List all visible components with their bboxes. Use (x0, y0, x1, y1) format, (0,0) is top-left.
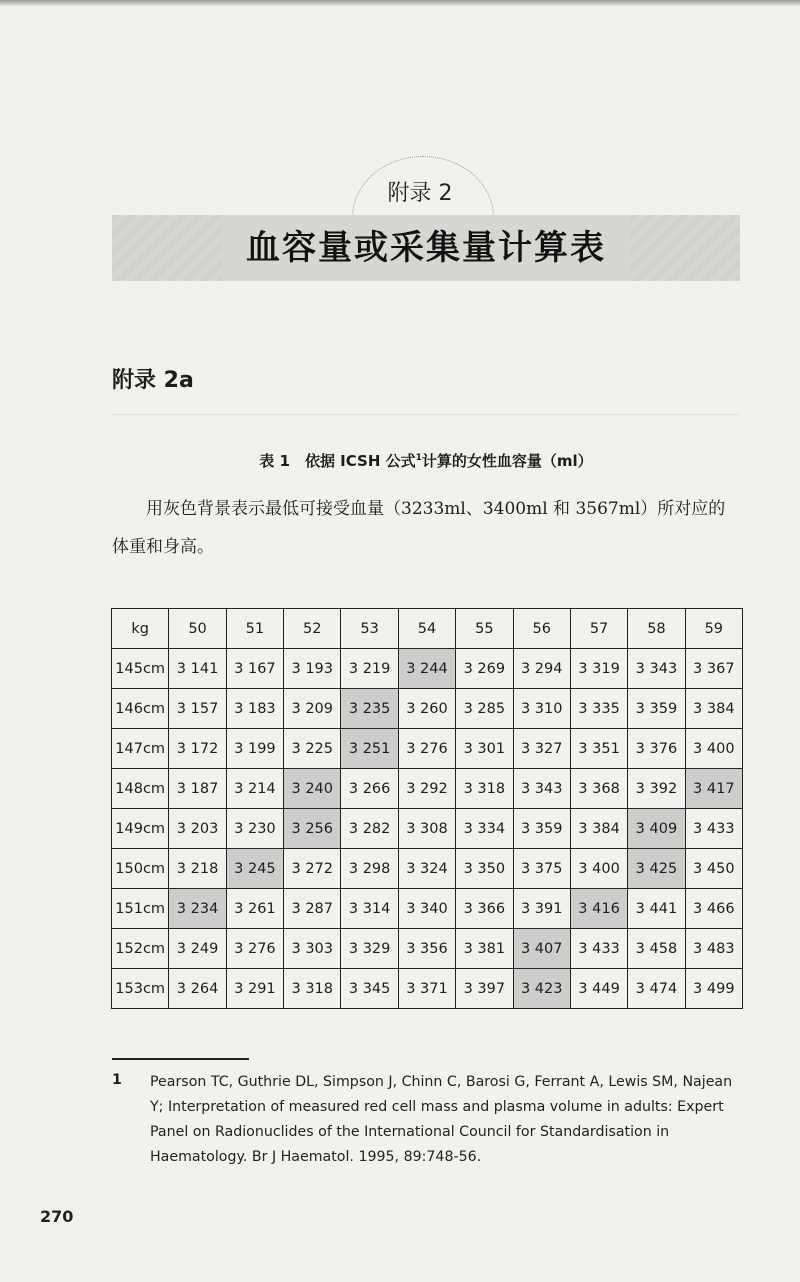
table-cell: 3 303 (284, 929, 341, 969)
table-cell: 3 276 (226, 929, 283, 969)
table-cell: 3 183 (226, 689, 283, 729)
table-cell: 3 298 (341, 849, 398, 889)
table-cell: 3 340 (398, 889, 455, 929)
table-row (112, 729, 743, 769)
table-row (112, 969, 743, 1009)
table-cell-highlighted: 3 416 (570, 889, 627, 929)
table-cell: 3 334 (456, 809, 513, 849)
table-cell: 3 343 (513, 769, 570, 809)
table-row-header: 146cm (112, 689, 169, 729)
table-cell: 3 230 (226, 809, 283, 849)
table-row (112, 649, 743, 689)
table-cell: 3 318 (284, 969, 341, 1009)
table-cell-highlighted: 3 409 (628, 809, 685, 849)
footnote-text: Pearson TC, Guthrie DL, Simpson J, Chinn C, Barosi G, Ferrant A, Lewis SM, Najean Y; Interpretation of measured red cell mass and plasma volume in adults: Expert Panel on Radionuclides of the International Council for Standardisation in Haematology. Br J Haematol. 1995, 89:748-56. (150, 1074, 733, 1165)
table-column-header: 57 (570, 609, 627, 649)
table-cell: 3 318 (456, 769, 513, 809)
table-row-header: 147cm (112, 729, 169, 769)
table-cell-highlighted: 3 251 (341, 729, 398, 769)
table-row (112, 929, 743, 969)
table-cell-highlighted: 3 256 (284, 809, 341, 849)
table-body (112, 649, 743, 1009)
table-cell: 3 269 (456, 649, 513, 689)
table-caption-suffix: 计算的女性血容量（ml） (421, 452, 593, 470)
blood-volume-table (111, 608, 743, 1009)
table-cell-highlighted: 3 235 (341, 689, 398, 729)
table-cell-highlighted: 3 423 (513, 969, 570, 1009)
footnote-rule (112, 1058, 249, 1060)
table-cell: 3 499 (685, 969, 742, 1009)
table-cell: 3 199 (226, 729, 283, 769)
table-column-header: 56 (513, 609, 570, 649)
table-cell: 3 335 (570, 689, 627, 729)
section-heading: 附录 2a (112, 368, 194, 393)
table-column-header: 58 (628, 609, 685, 649)
table-corner-cell: kg (112, 609, 169, 649)
table-cell: 3 324 (398, 849, 455, 889)
table-cell: 3 294 (513, 649, 570, 689)
table-cell: 3 366 (456, 889, 513, 929)
table-cell: 3 392 (628, 769, 685, 809)
table-cell: 3 449 (570, 969, 627, 1009)
table-cell: 3 450 (685, 849, 742, 889)
table-cell: 3 261 (226, 889, 283, 929)
table-cell: 3 327 (513, 729, 570, 769)
table-cell: 3 157 (169, 689, 226, 729)
table-cell: 3 172 (169, 729, 226, 769)
table-cell: 3 209 (284, 689, 341, 729)
table-cell: 3 291 (226, 969, 283, 1009)
table-cell: 3 187 (169, 769, 226, 809)
table-cell: 3 368 (570, 769, 627, 809)
table-column-header: 54 (398, 609, 455, 649)
table-cell: 3 214 (226, 769, 283, 809)
table-row (112, 809, 743, 849)
table-cell: 3 266 (341, 769, 398, 809)
table-cell: 3 345 (341, 969, 398, 1009)
table-row (112, 889, 743, 929)
table-cell: 3 343 (628, 649, 685, 689)
table-cell: 3 400 (685, 729, 742, 769)
table-cell: 3 359 (513, 809, 570, 849)
table-cell: 3 287 (284, 889, 341, 929)
table-header-row (112, 609, 743, 649)
table-cell: 3 282 (341, 809, 398, 849)
table-cell: 3 292 (398, 769, 455, 809)
footnote-number: 1 (112, 1072, 122, 1088)
table-caption (112, 450, 740, 471)
table-row-header: 148cm (112, 769, 169, 809)
table-cell: 3 466 (685, 889, 742, 929)
table-row-header: 149cm (112, 809, 169, 849)
table-cell: 3 260 (398, 689, 455, 729)
table-row (112, 849, 743, 889)
table-cell: 3 167 (226, 649, 283, 689)
table-cell: 3 276 (398, 729, 455, 769)
table-row-header: 150cm (112, 849, 169, 889)
table-cell: 3 218 (169, 849, 226, 889)
table-cell: 3 367 (685, 649, 742, 689)
table-cell: 3 285 (456, 689, 513, 729)
table-cell: 3 397 (456, 969, 513, 1009)
table-cell: 3 474 (628, 969, 685, 1009)
table-cell: 3 433 (570, 929, 627, 969)
table-row-header: 145cm (112, 649, 169, 689)
table-cell: 3 264 (169, 969, 226, 1009)
page-top-edge (0, 0, 800, 6)
table-cell: 3 314 (341, 889, 398, 929)
table-cell: 3 433 (685, 809, 742, 849)
table-cell-highlighted: 3 240 (284, 769, 341, 809)
section-divider (112, 414, 740, 415)
table-row-header: 151cm (112, 889, 169, 929)
table-cell: 3 329 (341, 929, 398, 969)
table-cell: 3 376 (628, 729, 685, 769)
table-cell: 3 359 (628, 689, 685, 729)
table-cell: 3 458 (628, 929, 685, 969)
table-cell-highlighted: 3 407 (513, 929, 570, 969)
table-cell: 3 249 (169, 929, 226, 969)
table-cell: 3 193 (284, 649, 341, 689)
table-cell: 3 384 (685, 689, 742, 729)
table-cell: 3 375 (513, 849, 570, 889)
table-cell: 3 219 (341, 649, 398, 689)
table-cell-highlighted: 3 244 (398, 649, 455, 689)
table-column-header: 59 (685, 609, 742, 649)
page-title: 血容量或采集量计算表 (246, 228, 606, 268)
table-row (112, 689, 743, 729)
table-cell: 3 272 (284, 849, 341, 889)
table-row-header: 153cm (112, 969, 169, 1009)
table-cell-highlighted: 3 245 (226, 849, 283, 889)
table-column-header: 52 (284, 609, 341, 649)
table-cell: 3 350 (456, 849, 513, 889)
table-cell: 3 225 (284, 729, 341, 769)
title-band (112, 215, 740, 281)
table-cell: 3 371 (398, 969, 455, 1009)
table-cell: 3 384 (570, 809, 627, 849)
intro-paragraph: 用灰色背景表示最低可接受血量（3233ml、3400ml 和 3567ml）所对应的体重和身高。 (112, 499, 726, 557)
table-caption-prefix: 表 1 依据 ICSH 公式 (259, 452, 416, 470)
table-cell: 3 483 (685, 929, 742, 969)
table-cell: 3 381 (456, 929, 513, 969)
table-cell: 3 141 (169, 649, 226, 689)
table-cell: 3 356 (398, 929, 455, 969)
table-caption-footnote-ref: 1 (415, 453, 422, 463)
table-column-header: 50 (169, 609, 226, 649)
table-column-header: 53 (341, 609, 398, 649)
table-cell: 3 400 (570, 849, 627, 889)
table-row (112, 769, 743, 809)
table-cell-highlighted: 3 425 (628, 849, 685, 889)
table-cell-highlighted: 3 417 (685, 769, 742, 809)
table-cell-highlighted: 3 234 (169, 889, 226, 929)
table-cell: 3 310 (513, 689, 570, 729)
table-cell: 3 308 (398, 809, 455, 849)
table-cell: 3 319 (570, 649, 627, 689)
table-column-header: 51 (226, 609, 283, 649)
page-number: 270 (40, 1207, 74, 1226)
table-cell: 3 301 (456, 729, 513, 769)
table-cell: 3 391 (513, 889, 570, 929)
table-row-header: 152cm (112, 929, 169, 969)
table-cell: 3 351 (570, 729, 627, 769)
table-cell: 3 441 (628, 889, 685, 929)
table-column-header: 55 (456, 609, 513, 649)
table-cell: 3 203 (169, 809, 226, 849)
appendix-label: 附录 2 (387, 181, 453, 206)
